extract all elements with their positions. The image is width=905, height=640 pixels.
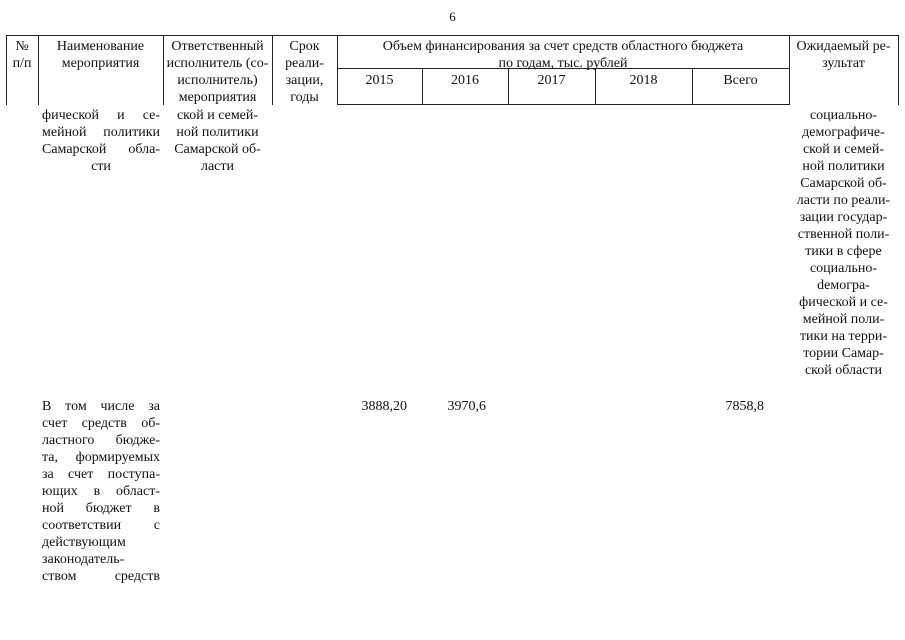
row2-name-line: счет средств об- (42, 416, 160, 431)
row2-name-line: та, формируемых (42, 450, 160, 465)
col-divider-11 (898, 35, 899, 105)
header-year-2017: 2017 (537, 73, 566, 88)
row1-name-line: мейной политики (42, 125, 160, 140)
row2-value-2016: 3970,6 (447, 399, 486, 414)
row2-name-line: за счет поступа- (42, 467, 160, 482)
header-num: № п/п (12, 39, 32, 71)
row2-name (42, 398, 160, 585)
row1-name (42, 107, 160, 175)
row2-name-line: ной бюджет в (42, 501, 160, 516)
row2-name-line: действующим (42, 535, 126, 550)
header-name: Наименование мероприятия (56, 39, 145, 71)
row2-name-line: ластного бюдже- (42, 433, 160, 448)
header-total: Всего (723, 73, 758, 88)
header-result: Ожидаемый ре- зультат (796, 39, 891, 71)
row2-value-2015: 3888,20 (361, 399, 407, 414)
row1-executor: ской и семей- ной политики Самарской об- ласти (174, 108, 261, 174)
row2-name-line: ством средств (42, 569, 160, 584)
row2-name-line: В том числе за (42, 399, 160, 414)
header-period: Срок реали- зации, годы (285, 39, 324, 105)
page-number: 6 (449, 9, 456, 24)
header-year-2016: 2016 (451, 73, 479, 88)
header-executor: Ответственный исполнитель (со- исполнитель) мероприятия (166, 39, 269, 105)
header-year-2018: 2018 (629, 73, 658, 88)
row2-name-line: соответствии с (42, 518, 160, 533)
row2-name-line: ющих в област- (42, 484, 160, 499)
row1-result: социально- демографиче- ской и семей- ной политики Самарской об- ласти по реали- зации государ- ственной поли- тики в сфере социально- dемогра- фической и се- мейной поли- тики на терри- тории Самар- ской области (796, 108, 891, 378)
years-row-bottom-border (337, 104, 789, 105)
header-funding: Объем финансирования за счет средств областного бюджета по годам, тыс. рублей (382, 39, 744, 71)
header-top-border (6, 35, 898, 36)
row1-name-line: Самарской обла- (42, 142, 160, 157)
header-year-2015: 2015 (365, 73, 394, 88)
row1-name-line: сти (91, 159, 111, 174)
row2-value-total: 7858,8 (725, 399, 764, 414)
row2-name-line: законодатель- (42, 552, 125, 567)
row1-name-line: фической и се- (42, 108, 160, 123)
